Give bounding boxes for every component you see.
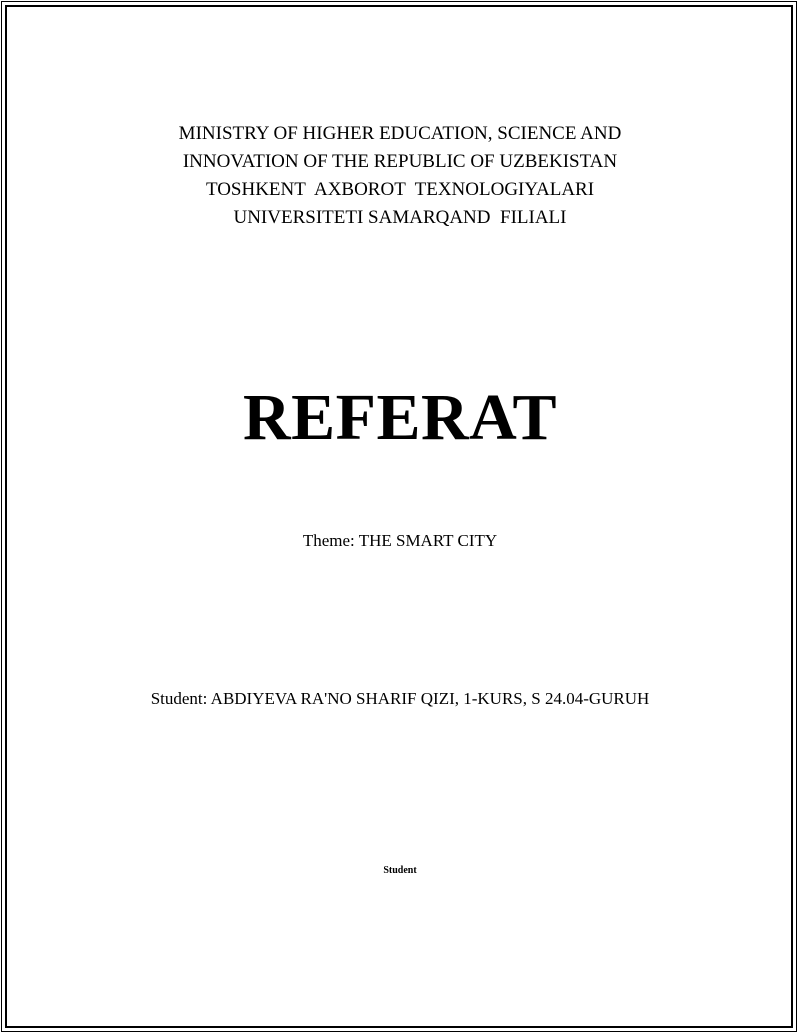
theme-line: Theme: THE SMART CITY: [302, 531, 498, 550]
header-line-branch: UNIVERSITETI SAMARQAND FILIALI: [233, 207, 567, 228]
header-line-university: TOSHKENT AXBOROT TEXNOLOGIYALARI: [205, 179, 595, 200]
student-label: Student: [383, 865, 417, 876]
student-info: Student: ABDIYEVA RA'NO SHARIF QIZI, 1-KURS, S 24.04-GURUH: [150, 689, 650, 708]
institution-header: [0, 120, 800, 232]
document-title: REFERAT: [243, 381, 557, 454]
header-line-republic: INNOVATION OF THE REPUBLIC OF UZBEKISTAN: [182, 151, 618, 172]
header-line-ministry: MINISTRY OF HIGHER EDUCATION, SCIENCE AND: [178, 123, 622, 144]
